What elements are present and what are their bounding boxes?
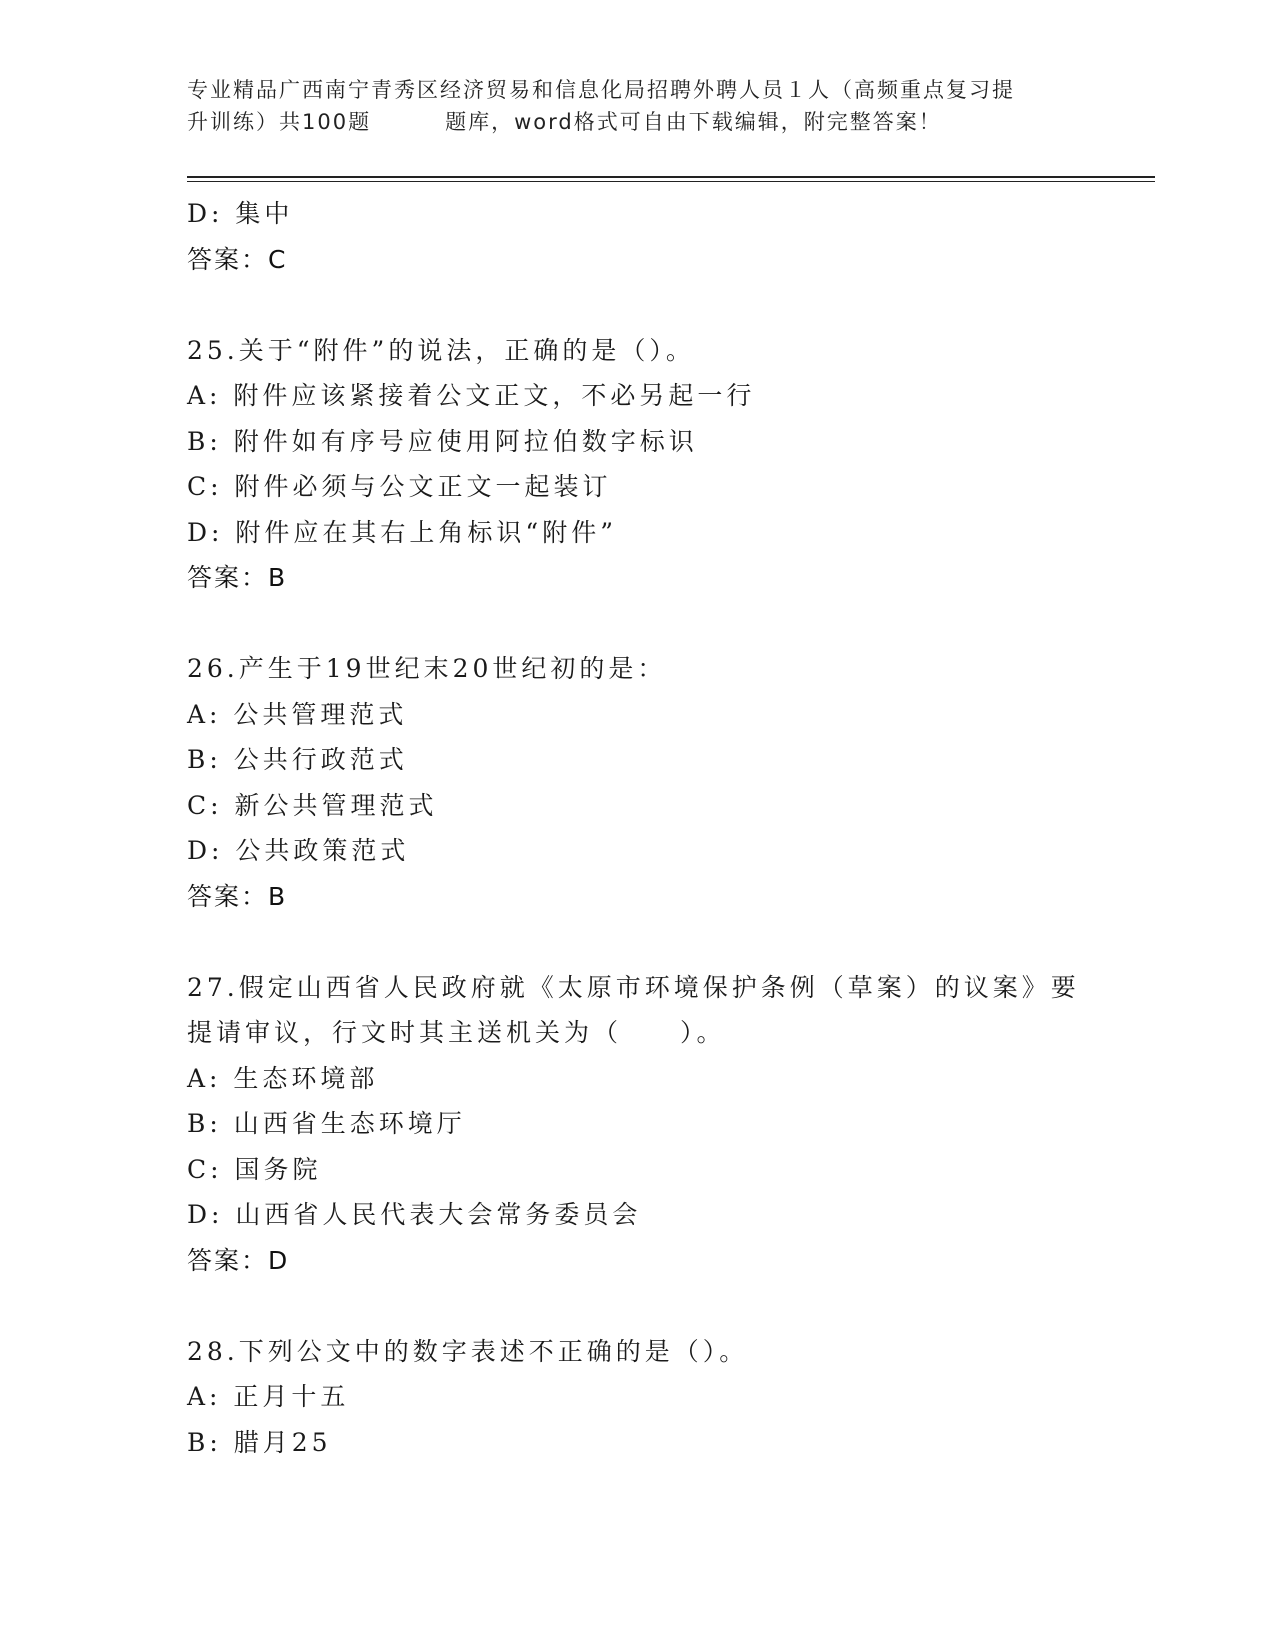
- answer-line: 答案：D: [187, 1245, 290, 1275]
- header-divider-thin: [187, 181, 1155, 182]
- option-b: B: 腊月25: [187, 1427, 332, 1457]
- option-a: A: 生态环境部: [187, 1063, 379, 1093]
- option-b: B: 公共行政范式: [187, 745, 408, 774]
- option-c: C: 附件必须与公文正文一起装订: [187, 472, 612, 501]
- question-27: [187, 965, 1147, 1284]
- option-d: D: 山西省人民代表大会常务委员会: [187, 1200, 642, 1229]
- option-c: C: 新公共管理范式: [187, 790, 438, 820]
- option-d: D: 附件应在其右上角标识“附件”: [187, 517, 617, 547]
- option-a: A: 附件应该紧接着公文正文，不必另起一行: [187, 381, 756, 410]
- header-divider-thick: [187, 176, 1155, 178]
- header-title-left: 升训练）共100题: [187, 110, 372, 134]
- option-b: B: 附件如有序号应使用阿拉伯数字标识: [187, 426, 698, 456]
- option-c: C: 国务院: [187, 1154, 322, 1184]
- answer-line: 答案：B: [187, 881, 288, 911]
- question-26: [187, 646, 1147, 919]
- header-title-line-1: 专业精品广西南宁青秀区经济贸易和信息化局招聘外聘人员１人（高频重点复习提: [187, 78, 1015, 102]
- page-header: [187, 74, 1087, 138]
- question-stem: 25.关于“附件”的说法，正确的是（）。: [187, 335, 695, 365]
- option-d: D: 公共政策范式: [187, 836, 410, 865]
- answer-line: 答案：B: [187, 563, 288, 592]
- header-title-right: 题库，word格式可自由下载编辑，附完整答案！: [445, 110, 942, 134]
- question-stem: 28.下列公文中的数字表述不正确的是（）。: [187, 1336, 749, 1366]
- option-a: A: 公共管理范式: [187, 699, 408, 729]
- answer-line: 答案：C: [187, 244, 288, 274]
- option-b: B: 山西省生态环境厅: [187, 1109, 466, 1138]
- question-stem: 27.假定山西省人民政府就《太原市环境保护条例（草案）的议案》要: [187, 972, 1080, 1002]
- header-title-line-2: [187, 106, 1087, 138]
- option-d: D: 集中: [187, 199, 294, 228]
- question-stem: 26.产生于19世纪末20世纪初的是：: [187, 654, 667, 683]
- option-a: A: 正月十五: [187, 1382, 350, 1411]
- question-28: [187, 1329, 1147, 1466]
- question-stem-continued: 提请审议，行文时其主送机关为（ ）。: [187, 1018, 726, 1047]
- question-25: [187, 328, 1147, 601]
- question-list: [187, 191, 1147, 1465]
